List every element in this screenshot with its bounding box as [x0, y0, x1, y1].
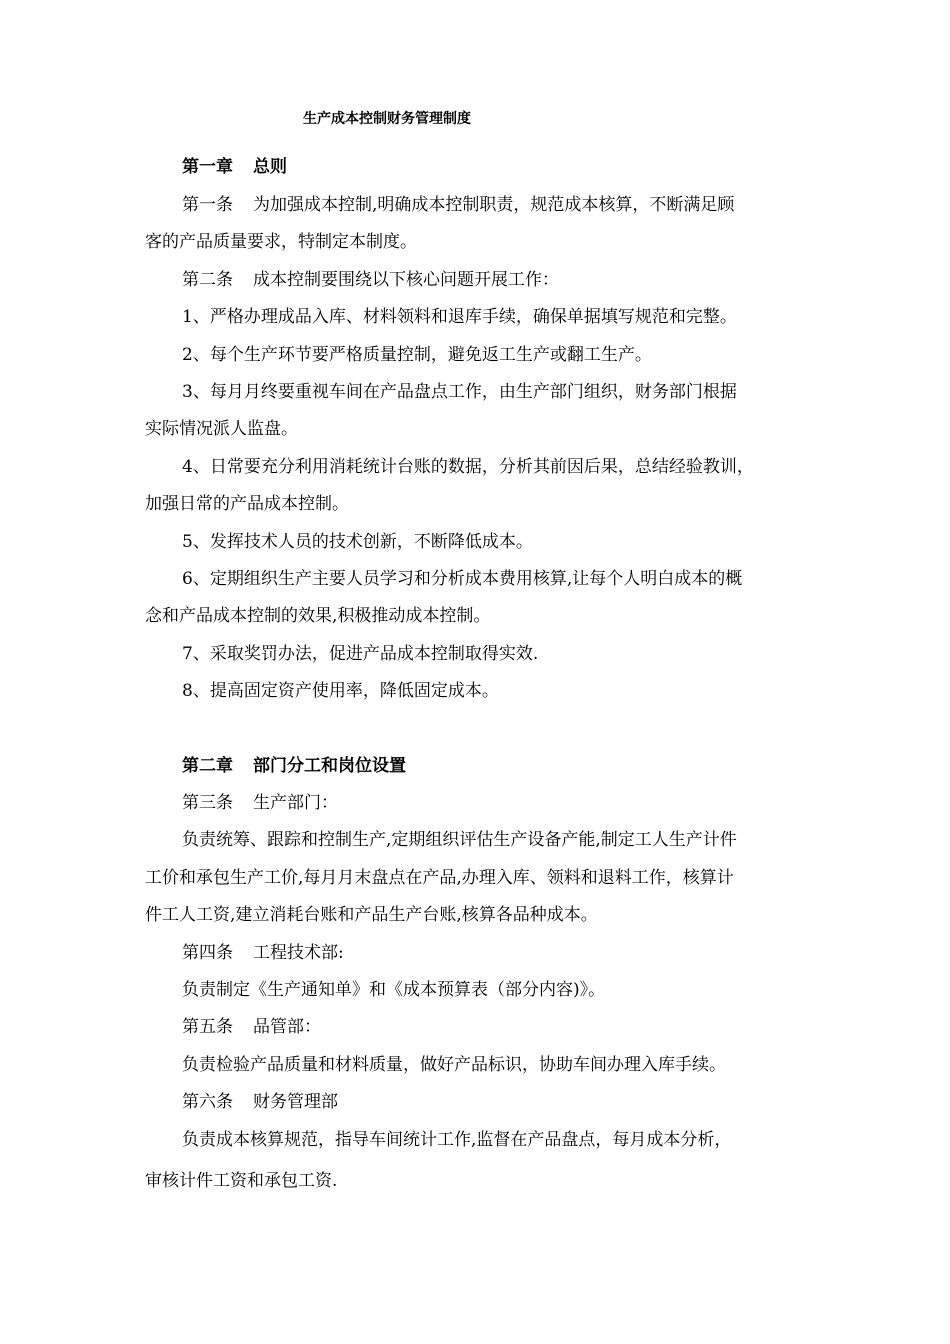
article-5-title: 品管部： — [253, 1017, 321, 1037]
article-4-label: 第四条 — [182, 943, 233, 963]
article-6-line-2: 审核计件工资和承包工资. — [145, 1171, 338, 1191]
article-3-line-2: 工价和承包生产工价,每月月末盘点在产品,办理入库、领料和退料工作，核算计 — [145, 868, 734, 888]
article-2-label: 第二条 — [182, 270, 233, 290]
article-3-line-1: 负责统筹、跟踪和控制生产,定期组织评估生产设备产能,制定工人生产计件 — [182, 830, 737, 850]
item-3-line-1: 3、每月月终要重视车间在产品盘点工作，由生产部门组织，财务部门根据 — [182, 382, 737, 402]
item-7: 7、采取奖罚办法，促进产品成本控制取得实效. — [182, 644, 539, 664]
article-5-label: 第五条 — [182, 1017, 233, 1037]
article-3-heading — [182, 791, 810, 815]
document-title: 生产成本控制财务管理制度 — [303, 111, 471, 127]
article-6-line-1: 负责成本核算规范，指导车间统计工作,监督在产品盘点，每月成本分析， — [182, 1130, 732, 1150]
item-2: 2、每个生产环节要严格质量控制，避免返工生产或翻工生产。 — [182, 345, 652, 365]
article-6-title: 财务管理部 — [253, 1092, 338, 1112]
chapter-1-heading — [182, 155, 810, 179]
article-4-line-1: 负责制定《生产通知单》和《成本预算表（部分内容)》。 — [182, 980, 606, 1000]
item-1: 1、严格办理成品入库、材料领料和退库手续，确保单据填写规范和完整。 — [182, 307, 737, 327]
article-3-label: 第三条 — [182, 793, 233, 813]
item-4-line-1: 4、日常要充分利用消耗统计台账的数据，分析其前因后果，总结经验教训， — [182, 457, 754, 477]
article-3-title: 生产部门： — [253, 793, 338, 813]
article-4-title: 工程技术部: — [253, 943, 344, 963]
item-8: 8、提高固定资产使用率，降低固定成本。 — [182, 681, 499, 701]
article-3-line-3: 件工人工资,建立消耗台账和产品生产台账,核算各品种成本。 — [145, 905, 598, 925]
chapter-1-number: 第一章 — [182, 157, 233, 177]
article-1-line-1 — [182, 193, 810, 217]
article-6-label: 第六条 — [182, 1092, 233, 1112]
item-5: 5、发挥技术人员的技术创新，不断降低成本。 — [182, 532, 533, 552]
article-1-label: 第一条 — [182, 195, 233, 215]
chapter-2-heading — [182, 754, 810, 778]
article-5-heading — [182, 1015, 810, 1039]
article-5-line-1: 负责检验产品质量和材料质量，做好产品标识，协助车间办理入库手续。 — [182, 1055, 726, 1075]
chapter-1-name: 总则 — [253, 157, 287, 177]
article-1-line-2: 客的产品质量要求，特制定本制度。 — [145, 232, 417, 252]
item-6-line-1: 6、定期组织生产主要人员学习和分析成本费用核算,让每个人明白成本的概 — [182, 569, 743, 589]
article-6-heading — [182, 1090, 810, 1114]
chapter-2-number: 第二章 — [182, 756, 233, 776]
chapter-2-name: 部门分工和岗位设置 — [253, 756, 406, 776]
item-4-line-2: 加强日常的产品成本控制。 — [145, 494, 349, 514]
article-4-heading — [182, 941, 810, 965]
article-1-text: 为加强成本控制,明确成本控制职责，规范成本核算，不断满足顾 — [253, 195, 735, 215]
item-6-line-2: 念和产品成本控制的效果,积极推动成本控制。 — [145, 606, 491, 626]
item-3-line-2: 实际情况派人监盘。 — [145, 419, 298, 439]
article-2-line — [182, 268, 810, 292]
article-2-text: 成本控制要围绕以下核心问题开展工作： — [253, 270, 559, 290]
